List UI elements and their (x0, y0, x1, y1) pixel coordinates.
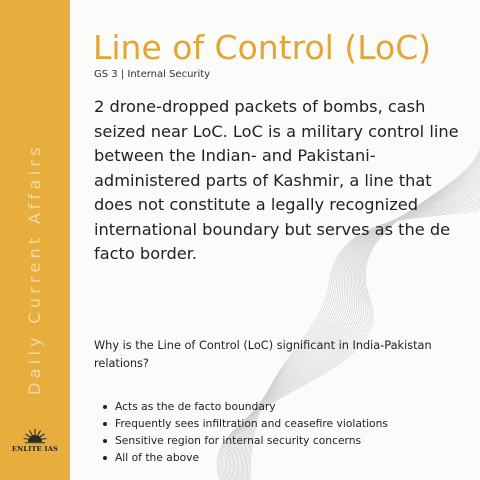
bullet-icon (103, 405, 107, 409)
quiz-option-label: Sensitive region for internal security concerns (115, 434, 362, 447)
sidebar-vertical-label: Daily Current Affairs (25, 143, 44, 395)
quiz-options-list (94, 398, 388, 466)
sidebar (0, 0, 70, 480)
quiz-option (94, 415, 388, 432)
quiz-option-label: All of the above (115, 451, 200, 464)
quiz-question: Why is the Line of Control (LoC) significant in India-Pakistan relations? (94, 339, 432, 370)
quiz-option (94, 432, 388, 449)
quiz-option (94, 398, 388, 415)
quiz-option (94, 449, 388, 466)
category-subtitle: GS 3 | Internal Security (94, 69, 211, 80)
page-title: Line of Control (LoC) (93, 28, 432, 67)
logo-text: ENLITE IAS (11, 445, 59, 453)
quiz-option-label: Acts as the de facto boundary (115, 400, 276, 413)
bullet-icon (103, 456, 107, 460)
news-body-text: 2 drone-dropped packets of bombs, cash seized near LoC. LoC is a military control line between the Indian- and Pakistani-administered parts of Kashmir, a line that does not constitute a legally recognized international boundary but serves as the de facto border. (94, 97, 459, 263)
quiz-option-label: Frequently sees infiltration and ceasefire violations (115, 417, 388, 430)
bullet-icon (103, 422, 107, 426)
brand-logo (8, 428, 62, 453)
sunburst-logo-icon (22, 428, 48, 444)
bullet-icon (103, 439, 107, 443)
